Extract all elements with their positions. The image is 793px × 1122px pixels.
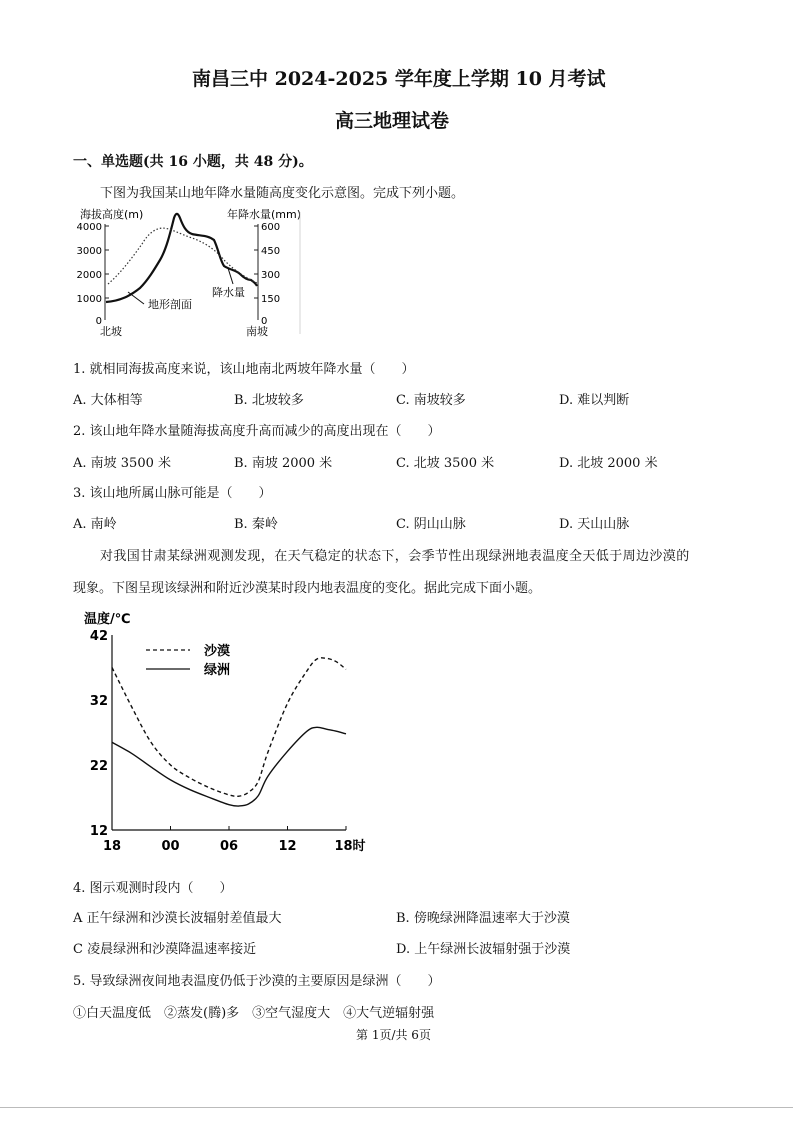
intro-text-2-line1: 对我国甘肃某绿洲观测发现，在天气稳定的状态下，会季节性出现绿洲地表温度全天低于周边沙漠的 (100, 549, 690, 564)
question-3-stem: 3. 该山地所属山脉可能是（ ） (73, 486, 272, 501)
altitude-precipitation-chart (70, 204, 310, 340)
question-4-option-a[interactable]: A 正午绿洲和沙漠长波辐射差值最大 (73, 911, 282, 926)
temperature-chart (78, 605, 378, 860)
x-tick-label: 18时 (334, 839, 366, 854)
right-tick: 0 (261, 316, 268, 327)
question-3-option-b[interactable]: B. 秦岭 (234, 517, 278, 532)
question-1-option-c[interactable]: C. 南坡较多 (396, 393, 466, 408)
terrain-label: 地形剖面 (148, 298, 192, 311)
question-4-option-d[interactable]: D. 上午绿洲长波辐射强于沙漠 (396, 942, 571, 957)
terrain-pointer (128, 292, 144, 304)
oasis-temperature-line (112, 727, 346, 806)
question-2-option-d[interactable]: D. 北坡 2000 米 (559, 456, 658, 471)
south-slope-label: 南坡 (246, 325, 268, 338)
legend-desert-label: 沙漠 (204, 644, 231, 659)
question-5-choices: ①白天温度低 ②蒸发(腾)多 ③空气湿度大 ④大气逆辐射强 (73, 1006, 435, 1021)
chart-ylabel: 温度/℃ (84, 612, 131, 627)
y-tick-label: 12 (89, 824, 108, 839)
page-bottom-rule (0, 1107, 793, 1108)
intro-text-2-line2: 现象。下图呈现该绿洲和附近沙漠某时段内地表温度的变化。据此完成下面小题。 (73, 581, 542, 596)
question-4-option-b[interactable]: B. 傍晚绿洲降温速率大于沙漠 (396, 911, 570, 926)
page-title: 南昌三中 2024-2025 学年度上学期 10 月考试 (192, 68, 606, 90)
left-tick: 2000 (76, 270, 102, 281)
precip-label: 降水量 (212, 286, 245, 299)
y-tick-label: 42 (89, 629, 108, 644)
question-2-stem: 2. 该山地年降水量随海拔高度升高而减少的高度出现在（ ） (73, 424, 441, 439)
x-tick-label: 18 (102, 839, 122, 854)
left-tick: 1000 (76, 294, 102, 305)
question-3-option-d[interactable]: D. 天山山脉 (559, 517, 630, 532)
question-1-stem: 1. 就相同海拔高度来说，该山地南北两坡年降水量（ ） (73, 362, 415, 377)
left-axis-label: 海拔高度(m) (80, 208, 144, 221)
question-5-stem: 5. 导致绿洲夜间地表温度仍低于沙漠的主要原因是绿洲（ ） (73, 974, 441, 989)
left-tick: 3000 (76, 246, 102, 257)
left-tick: 0 (95, 316, 102, 327)
right-tick: 450 (261, 246, 281, 257)
right-axis-label: 年降水量(mm) (227, 208, 302, 221)
question-4-option-c[interactable]: C 凌晨绿洲和沙漠降温速率接近 (73, 942, 257, 957)
precipitation-line (108, 228, 257, 284)
question-1-option-a[interactable]: A. 大体相等 (73, 393, 143, 408)
north-slope-label: 北坡 (100, 325, 122, 338)
question-3-option-c[interactable]: C. 阴山山脉 (396, 517, 466, 532)
question-2-option-a[interactable]: A. 南坡 3500 米 (73, 456, 172, 471)
right-tick: 300 (261, 270, 281, 281)
question-2-option-b[interactable]: B. 南坡 2000 米 (234, 456, 333, 471)
x-tick-label: 00 (161, 839, 180, 854)
x-tick-label: 06 (219, 839, 239, 854)
right-tick: 600 (261, 222, 281, 233)
x-tick-label: 12 (278, 839, 297, 854)
page-number: 第 1页/共 6页 (356, 1028, 431, 1042)
section-heading: 一、单选题(共 16 小题，共 48 分)。 (73, 154, 313, 170)
question-1-option-b[interactable]: B. 北坡较多 (234, 393, 304, 408)
right-tick: 150 (261, 294, 281, 305)
desert-temperature-line (112, 658, 346, 797)
legend-oasis-label: 绿洲 (204, 663, 231, 678)
y-tick-label: 32 (89, 694, 108, 709)
y-tick-label: 22 (89, 759, 108, 774)
left-tick: 4000 (76, 222, 102, 233)
question-2-option-c[interactable]: C. 北坡 3500 米 (396, 456, 495, 471)
question-4-stem: 4. 图示观测时段内（ ） (73, 881, 233, 896)
page-subtitle: 高三地理试卷 (335, 110, 450, 132)
question-3-option-a[interactable]: A. 南岭 (73, 517, 117, 532)
intro-text-1: 下图为我国某山地年降水量随高度变化示意图。完成下列小题。 (100, 186, 465, 201)
question-1-option-d[interactable]: D. 难以判断 (559, 393, 630, 408)
